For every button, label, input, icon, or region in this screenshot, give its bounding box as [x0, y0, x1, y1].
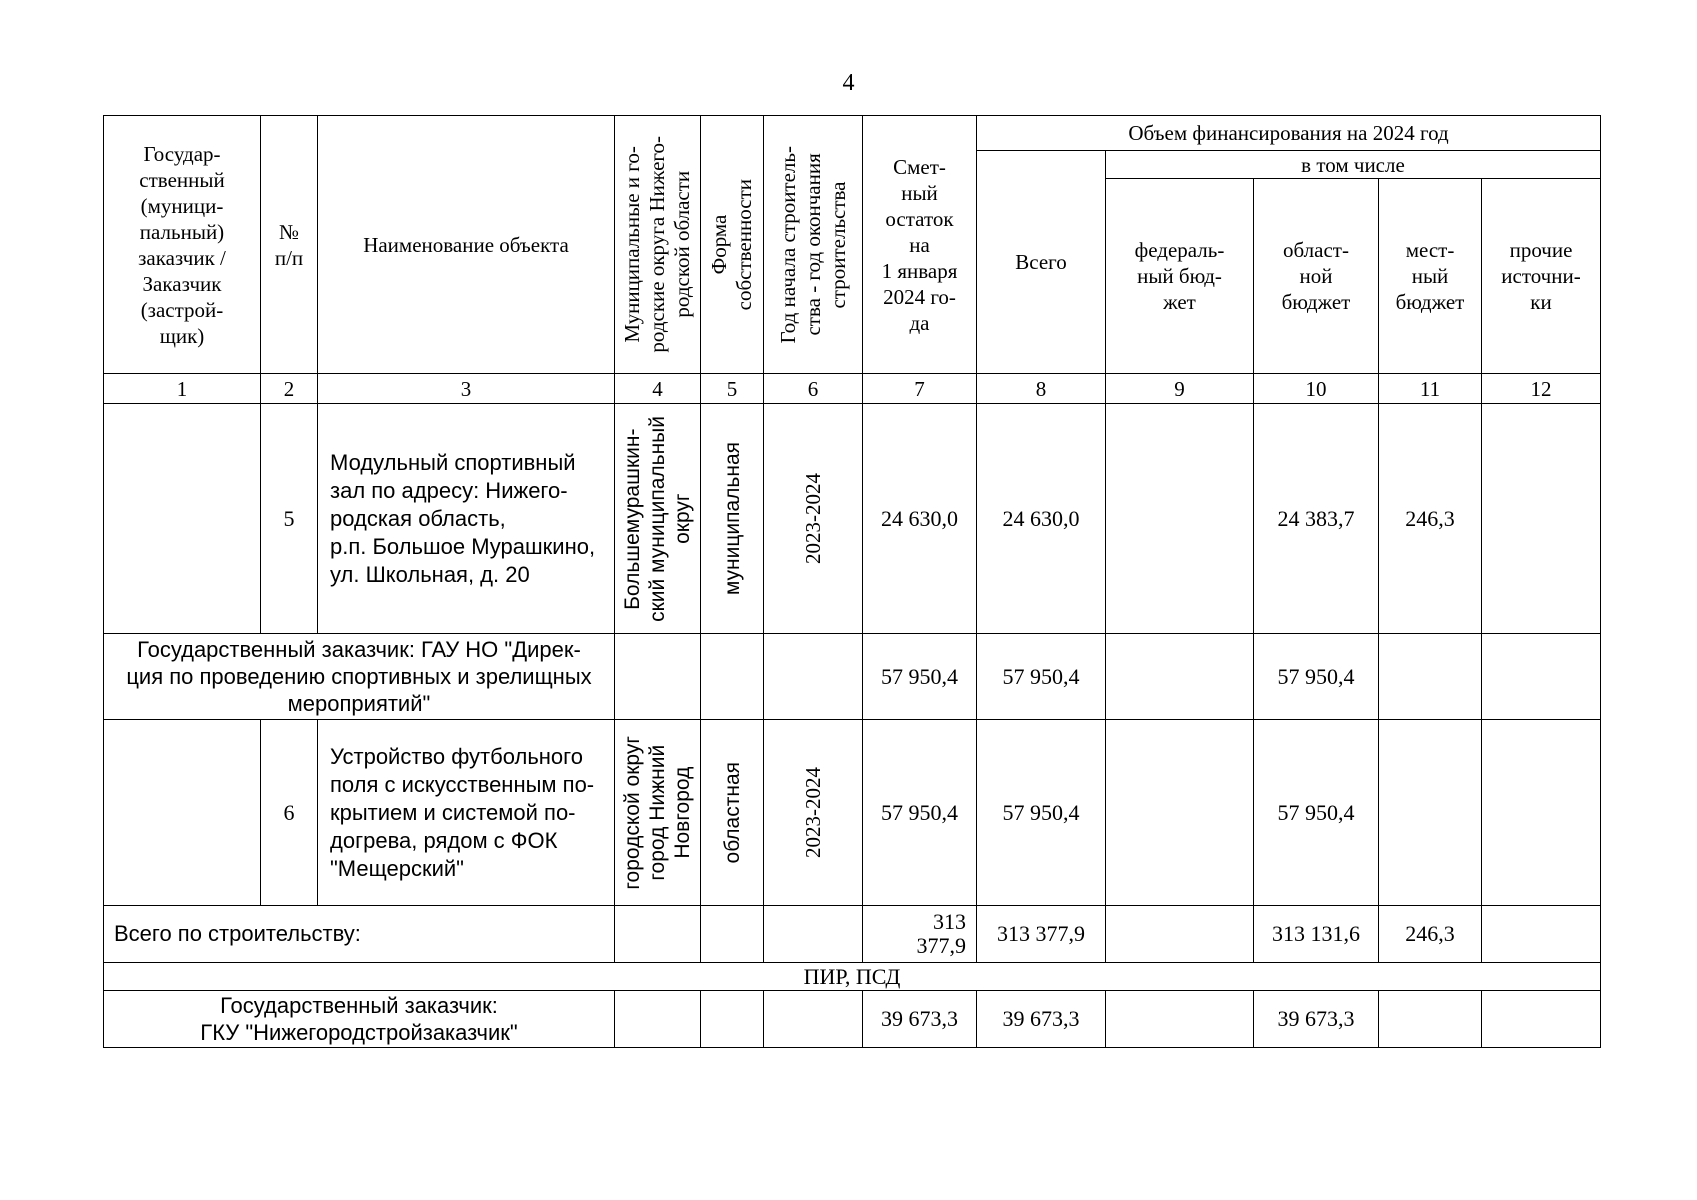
object-5-estimate: 24 630,0: [863, 404, 977, 634]
header-regional: област- ной бюджет: [1254, 179, 1379, 374]
column-number: 8: [977, 374, 1106, 404]
object-6-estimate: 57 950,4: [863, 720, 977, 906]
construction-total-local: 246,3: [1379, 906, 1482, 963]
header-estimate: Смет- ный остаток на 1 января 2024 го- да: [863, 116, 977, 374]
object-6-other: [1482, 720, 1601, 906]
header-federal: федераль- ный бюд- жет: [1106, 179, 1254, 374]
column-number: 2: [261, 374, 318, 404]
customer-gau-label: Государственный заказчик: ГАУ НО "Дирек- ция по проведению спортивных и зрелищных мероприятий": [104, 634, 615, 720]
object-5-ownership: муниципальная: [720, 441, 744, 596]
funding-table: [103, 115, 1601, 1048]
object-6-municipality: городской округ город Нижний Новгород: [621, 735, 694, 890]
object-5-regional: 24 383,7: [1254, 404, 1379, 634]
object-6-name: Устройство футбольного поля с искусственным по- крытием и системой по- догрева, рядом с ФОК "Мещерский": [318, 720, 615, 906]
object-5-ownership-cell: [701, 404, 764, 634]
column-number: 9: [1106, 374, 1254, 404]
column-number: 12: [1482, 374, 1601, 404]
object-5-years: 2023-2024: [800, 473, 825, 564]
customer-gau-regional: 57 950,4: [1254, 634, 1379, 720]
column-number: 1: [104, 374, 261, 404]
table-row-object-5: [104, 404, 1601, 634]
column-number: 11: [1379, 374, 1482, 404]
header-years-cell: [764, 116, 863, 374]
column-number: 4: [615, 374, 701, 404]
section-pir-title: ПИР, ПСД: [104, 963, 1601, 991]
column-numbers-row: [104, 374, 1601, 404]
table-row-customer-gku: [104, 991, 1601, 1048]
object-6-total: 57 950,4: [977, 720, 1106, 906]
object-6-ownership: областная: [720, 761, 744, 864]
construction-total-estimate: 313 377,9: [863, 906, 977, 963]
header-number: № п/п: [261, 116, 318, 374]
object-5-customer: [104, 404, 261, 634]
header-object-name: Наименование объекта: [318, 116, 615, 374]
header-customer: Государ- ственный (муници- пальный) заказчик / Заказчик (застрой- щик): [104, 116, 261, 374]
header-municipality: Муниципальные и го- родские округа Нижего- родской области: [620, 136, 694, 353]
object-5-years-cell: [764, 404, 863, 634]
customer-gku-regional: 39 673,3: [1254, 991, 1379, 1048]
object-5-local: 246,3: [1379, 404, 1482, 634]
header-total: Всего: [977, 151, 1106, 374]
object-6-number: 6: [261, 720, 318, 906]
column-number: 5: [701, 374, 764, 404]
table-row-customer-gau: [104, 634, 1601, 720]
customer-gau-estimate: 57 950,4: [863, 634, 977, 720]
table-row-section-pir: [104, 963, 1601, 991]
object-6-regional: 57 950,4: [1254, 720, 1379, 906]
construction-total-regional: 313 131,6: [1254, 906, 1379, 963]
object-5-federal: [1106, 404, 1254, 634]
header-years: Год начала строитель- ства - год окончания строительства: [775, 145, 850, 344]
object-5-name: Модульный спортивный зал по адресу: Нижего- родская область, р.п. Большое Мурашкино, ул. Школьная, д. 20: [318, 404, 615, 634]
header-including: в том числе: [1106, 151, 1601, 179]
construction-total-total: 313 377,9: [977, 906, 1106, 963]
customer-gau-total: 57 950,4: [977, 634, 1106, 720]
object-5-municipality-cell: [615, 404, 701, 634]
header-funding-group: Объем финансирования на 2024 год: [977, 116, 1601, 151]
object-6-local: [1379, 720, 1482, 906]
object-5-number: 5: [261, 404, 318, 634]
column-number: 10: [1254, 374, 1379, 404]
page-number: 4: [842, 70, 855, 96]
object-5-other: [1482, 404, 1601, 634]
header-municipality-cell: [615, 116, 701, 374]
object-5-municipality: Большемурашкин- ский муниципальный округ: [621, 415, 694, 622]
object-6-ownership-cell: [701, 720, 764, 906]
customer-gku-estimate: 39 673,3: [863, 991, 977, 1048]
header-ownership-cell: [701, 116, 764, 374]
table-row-object-6: [104, 720, 1601, 906]
column-number: 3: [318, 374, 615, 404]
object-5-total: 24 630,0: [977, 404, 1106, 634]
header-other: прочие источни- ки: [1482, 179, 1601, 374]
customer-gku-total: 39 673,3: [977, 991, 1106, 1048]
construction-total-label: Всего по строительству:: [104, 906, 615, 963]
object-6-customer: [104, 720, 261, 906]
object-6-federal: [1106, 720, 1254, 906]
object-6-years: 2023-2024: [800, 767, 825, 858]
header-local: мест- ный бюджет: [1379, 179, 1482, 374]
object-6-years-cell: [764, 720, 863, 906]
object-6-municipality-cell: [615, 720, 701, 906]
header-ownership: Форма собственности: [707, 178, 756, 311]
customer-gku-label: Государственный заказчик: ГКУ "Нижегородстройзаказчик": [104, 991, 615, 1048]
column-number: 7: [863, 374, 977, 404]
column-number: 6: [764, 374, 863, 404]
table-row-construction-total: [104, 906, 1601, 963]
